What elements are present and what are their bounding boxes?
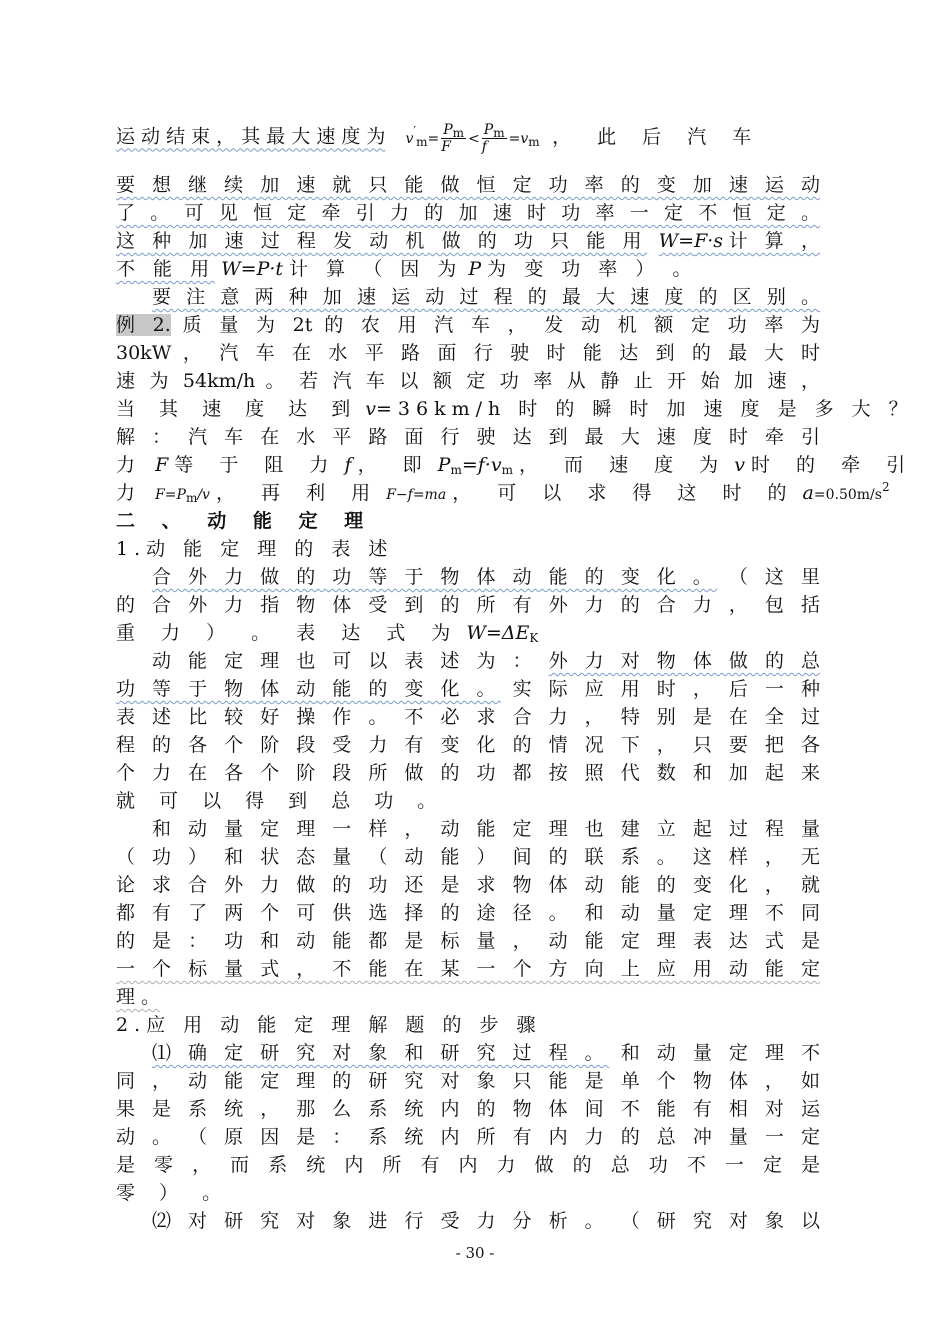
text-line: 个 力 在 各 个 阶 段 所 做 的 功 都 按 照 代 数 和 加 起 来 — [116, 762, 820, 784]
formula-vm: $v'_m=$ $\frac{P_m}{F}$ < $\frac{P_m}{f}$ $=v_m$ — [405, 122, 540, 155]
text-line: ⑴ 确 定 研 究 对 象 和 研 究 过 程 。 和 动 量 定 理 不 — [152, 1042, 821, 1064]
text-line: 一 个 标 量 式 ， 不 能 在 某 一 个 方 向 上 应 用 动 能 定 — [116, 958, 820, 980]
page-number: - 30 - — [455, 1244, 495, 1262]
example-label: 例 2. — [116, 314, 171, 336]
text-line — [116, 122, 820, 155]
text-line: 力 F 等 于 阻 力 f ， 即 $P_m=f\cdot v_m$ ， 而 速 度 为 v 时 的 牵 引 — [116, 454, 916, 477]
text-line: 不 能 用 W=P·t 计 算 （ 因 为 P 为 变 功 率 ） 。 — [116, 258, 698, 280]
text-line: 例 2. 质 量 为 2t 的 农 用 汽 车 ， 发 动 机 额 定 功 率 为 — [116, 314, 820, 336]
text-line: 同 ， 动 能 定 理 的 研 究 对 象 只 能 是 单 个 物 体 ， 如 — [116, 1070, 820, 1092]
section-heading: 二 、 动 能 定 理 — [116, 510, 374, 532]
text-line: 程 的 各 个 阶 段 受 力 有 变 化 的 情 况 下 ， 只 要 把 各 — [116, 734, 820, 756]
text-line: （ 功 ） 和 状 态 量 （ 动 能 ） 间 的 联 系 。 这 样 ， 无 — [116, 846, 820, 868]
text-line: 当 其 速 度 达 到 v=36km/h 时 的 瞬 时 加 速 度 是 多 大 ？ — [116, 398, 914, 420]
text-line: 是 零 ， 而 系 统 内 所 有 内 力 做 的 总 功 不 一 定 是 — [116, 1154, 820, 1176]
text-line: 果 是 系 统 ， 那 么 系 统 内 的 物 体 间 不 能 有 相 对 运 — [116, 1098, 820, 1120]
text-line: ⑵ 对 研 究 对 象 进 行 受 力 分 析 。 （ 研 究 对 象 以 — [152, 1210, 820, 1232]
text-line: 表 述 比 较 好 操 作 。 不 必 求 合 力 ， 特 别 是 在 全 过 — [116, 706, 820, 728]
text-line: 合 外 力 做 的 功 等 于 物 体 动 能 的 变 化 。 （ 这 里 — [152, 566, 820, 588]
text-line: 解 ： 汽 车 在 水 平 路 面 行 驶 达 到 最 大 速 度 时 牵 引 — [116, 426, 820, 448]
text-line: 要 想 继 续 加 速 就 只 能 做 恒 定 功 率 的 变 加 速 运 动 — [116, 174, 820, 196]
fraction: $\frac{P_m}{f}$ — [481, 122, 505, 155]
text-line: 了 。 可 见 恒 定 牵 引 力 的 加 速 时 功 率 一 定 不 恒 定 。 — [116, 202, 820, 224]
text-line: 30kW ， 汽 车 在 水 平 路 面 行 驶 时 能 达 到 的 最 大 时 — [116, 342, 820, 364]
subsection-heading: 1.动 能 定 理 的 表 述 — [116, 538, 394, 560]
text-line: 论 求 合 外 力 做 的 功 还 是 求 物 体 动 能 的 变 化 ， 就 — [116, 874, 820, 896]
subsection-heading: 2.应 用 动 能 定 理 解 题 的 步 骤 — [116, 1014, 542, 1036]
text-line: 速 为 54km/h 。 若 汽 车 以 额 定 功 率 从 静 止 开 始 加 速 ， — [116, 370, 820, 392]
text-line: 和 动 量 定 理 一 样 ， 动 能 定 理 也 建 立 起 过 程 量 — [152, 818, 820, 840]
text-line: 这 种 加 速 过 程 发 动 机 做 的 功 只 能 用 W=F·s计 算 ， — [116, 230, 820, 252]
text-line: 理 。 — [116, 986, 161, 1008]
fraction: $\frac{P_m}{F}$ — [441, 122, 465, 155]
text-line: 的 是 ： 功 和 动 能 都 是 标 量 ， 动 能 定 理 表 达 式 是 — [116, 930, 820, 952]
text-span: ， 此 后 汽 车 — [552, 125, 762, 148]
text-span: 运 动 结 束 ， 其 最 大 速 度 为 — [116, 125, 386, 148]
text-line: 力 $F=P_m/v$ ， 再 利 用 F−f=ma ， 可 以 求 得 这 时 的 $a=0.50m/s^2$ — [116, 480, 890, 505]
text-line: 就 可 以 得 到 总 功 。 — [116, 790, 446, 812]
text-line: 功 等 于 物 体 动 能 的 变 化 。 实 际 应 用 时 ， 后 一 种 — [116, 678, 820, 700]
text-line: 要 注 意 两 种 加 速 运 动 过 程 的 最 大 速 度 的 区 别 。 — [152, 286, 820, 308]
text-line: 动 能 定 理 也 可 以 表 述 为 ： 外 力 对 物 体 做 的 总 — [152, 650, 821, 672]
text-line: 的 合 外 力 指 物 体 受 到 的 所 有 外 力 的 合 力 ， 包 括 — [116, 594, 820, 616]
text-line: 都 有 了 两 个 可 供 选 择 的 途 径 。 和 动 量 定 理 不 同 — [116, 902, 820, 924]
text-line: 零 ） 。 — [116, 1182, 231, 1204]
text-line: 动 。 （ 原 因 是 ： 系 统 内 所 有 内 力 的 总 冲 量 一 定 — [116, 1126, 820, 1148]
text-line: 重 力 ） 。 表 达 式 为 $W=\Delta E_K$ — [116, 622, 539, 645]
